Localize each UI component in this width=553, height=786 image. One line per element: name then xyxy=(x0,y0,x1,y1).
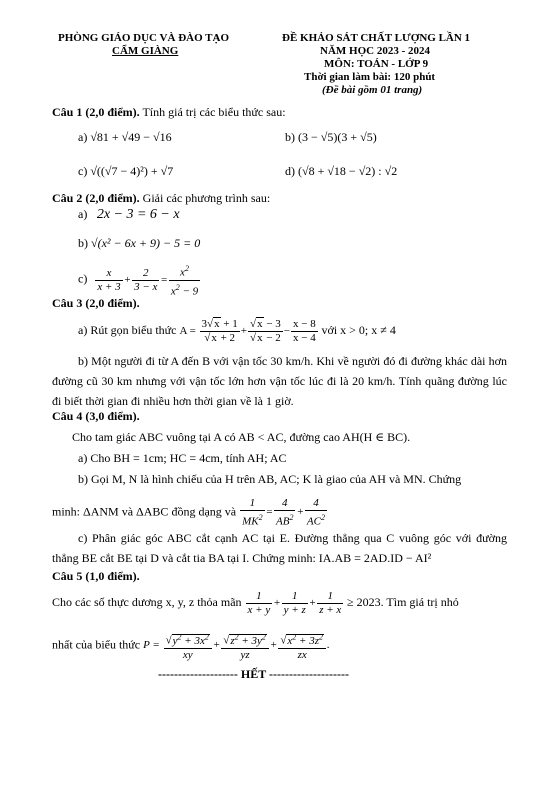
q1-d-label: d) xyxy=(285,164,295,178)
q2-c-expr: $\frac{x}{x + 3}$ + $\frac{2}{3 - x}$ = $\frac{x^2}{x^2 - 9}$ xyxy=(97,264,199,298)
duration: Thời gian làm bài: 120 phút xyxy=(304,71,436,83)
q1-text: Tính giá trị các biểu thức sau: xyxy=(142,105,286,119)
q3-a-expr: A = $\frac{3√x + 1}{√x + 2}$ + $\frac{√x - 3}{√x - 2}$ − $\frac{x - 8}{x - 4}$ xyxy=(179,318,316,344)
department-name: PHÒNG GIÁO DỤC VÀ ĐÀO TẠO xyxy=(58,32,230,44)
q1-a-expr: √81 + √49 − √16 xyxy=(90,130,172,144)
q2-text: Giải các phương trình sau: xyxy=(142,191,271,205)
q2-a-label: a) xyxy=(78,207,88,221)
q2-a-expr: 2x − 3 = 6 − x xyxy=(96,207,180,222)
q1-c-label: c) xyxy=(78,164,88,178)
q1-a xyxy=(78,130,172,145)
q4-b-text: b) Gọi M, N là hình chiếu của H trên AB, AC; K là giao của AH và MN. Chứng xyxy=(78,472,462,486)
q2-c xyxy=(78,262,201,298)
q5-lead: Cho các số thực dương x, y, z thỏa mãn xyxy=(52,595,242,610)
q1-d-expr: (√8 + √18 − √2) : √2 xyxy=(298,164,398,178)
q1-c xyxy=(78,164,173,179)
q3-b-text: b) Một người đi từ A đến B với vận tốc 30 km/h. Khi về người đó đi đường khác dài hơn đường cũ 30 km nhưng với vận tốc lớn hơn vận tốc lúc đi là 20 km/h. Tính quãng đường lúc đi biết thời gian đi nhiều hơn thời gian về là 1 giờ. xyxy=(52,354,507,408)
q1-d xyxy=(285,164,397,179)
end-marker: -------------------- HẾT -------------------- xyxy=(158,667,349,681)
q1-b-expr: (3 − √5)(3 + √5) xyxy=(298,130,377,144)
q4-intro: Cho tam giác ABC vuông tại A có AB < AC, đường cao AH(H ∈ BC). xyxy=(72,430,411,444)
q1-b-label: b) xyxy=(285,130,295,144)
school-year: NĂM HỌC 2023 - 2024 xyxy=(320,45,430,57)
page-count-note: (Đề bài gồm 01 trang) xyxy=(322,84,423,96)
q1-a-label: a) xyxy=(78,130,88,144)
q4-a-text: a) Cho BH = 1cm; HC = 4cm, tính AH; AC xyxy=(78,451,287,465)
district-name: CẨM GIÀNG xyxy=(112,45,179,57)
q2-title: Câu 2 (2,0 điểm). xyxy=(52,191,140,205)
q3-a-lead: a) Rút gọn biểu thức xyxy=(78,323,177,338)
q1-title: Câu 1 (2,0 điểm). xyxy=(52,105,140,119)
q4-title: Câu 4 (3,0 điểm). xyxy=(52,409,140,423)
q4-c-text: c) Phân giác góc ABC cắt cạnh AC tại E. Đường thẳng qua C vuông góc với đường thẳng BE cắt BE tại D và cắt tia BA tại I. Chứng minh: IA.AB = 2AD.ID − AI² xyxy=(52,531,507,565)
q5-condition: $\frac{1}{x + y}$ + $\frac{1}{y + z}$ + $\frac{1}{z + x}$ xyxy=(247,590,342,616)
q5-line2-lead: nhất của biểu thức xyxy=(52,637,141,652)
q3-a xyxy=(78,318,396,345)
q2-heading xyxy=(52,191,270,206)
q5-title: Câu 5 (1,0 điểm). xyxy=(52,569,140,583)
q5-condition-tail: ≥ 2023. Tìm giá trị nhỏ xyxy=(347,595,459,610)
q1-b xyxy=(285,130,377,145)
q2-b xyxy=(78,236,200,251)
q5-expression: P = $\frac{√y^2 + 3x^2}{xy}$ + $\frac{√z^2 + 3y^2}{yz}$ + $\frac{√x^2 + 3z^2}{zx}$ . xyxy=(143,632,330,661)
q4-b-lead: minh: ΔANM và ΔABC đồng dạng và xyxy=(52,504,237,519)
q4-b-identity: $\frac{1}{MK^2}$ = $\frac{4}{AB^2}$ + $\frac{4}{AC^2}$ xyxy=(242,497,325,528)
q2-c-label: c) xyxy=(78,271,88,286)
q5-line2 xyxy=(52,630,330,662)
q3-a-condition: với x > 0; x ≠ 4 xyxy=(321,323,396,338)
q1-heading xyxy=(52,105,286,120)
q2-b-label: b) xyxy=(78,236,88,250)
subject: MÔN: TOÁN - LỚP 9 xyxy=(324,58,429,70)
q2-a xyxy=(78,207,180,223)
exam-title: ĐỀ KHẢO SÁT CHẤT LƯỢNG LẦN 1 xyxy=(282,32,471,44)
q3-title: Câu 3 (2,0 điểm). xyxy=(52,296,140,310)
q2-b-expr: √(x² − 6x + 9) − 5 = 0 xyxy=(91,236,201,250)
q4-b-line2 xyxy=(52,497,328,529)
q1-c-expr: √((√7 − 4)²) + √7 xyxy=(90,164,174,178)
q5-line1 xyxy=(52,590,459,617)
